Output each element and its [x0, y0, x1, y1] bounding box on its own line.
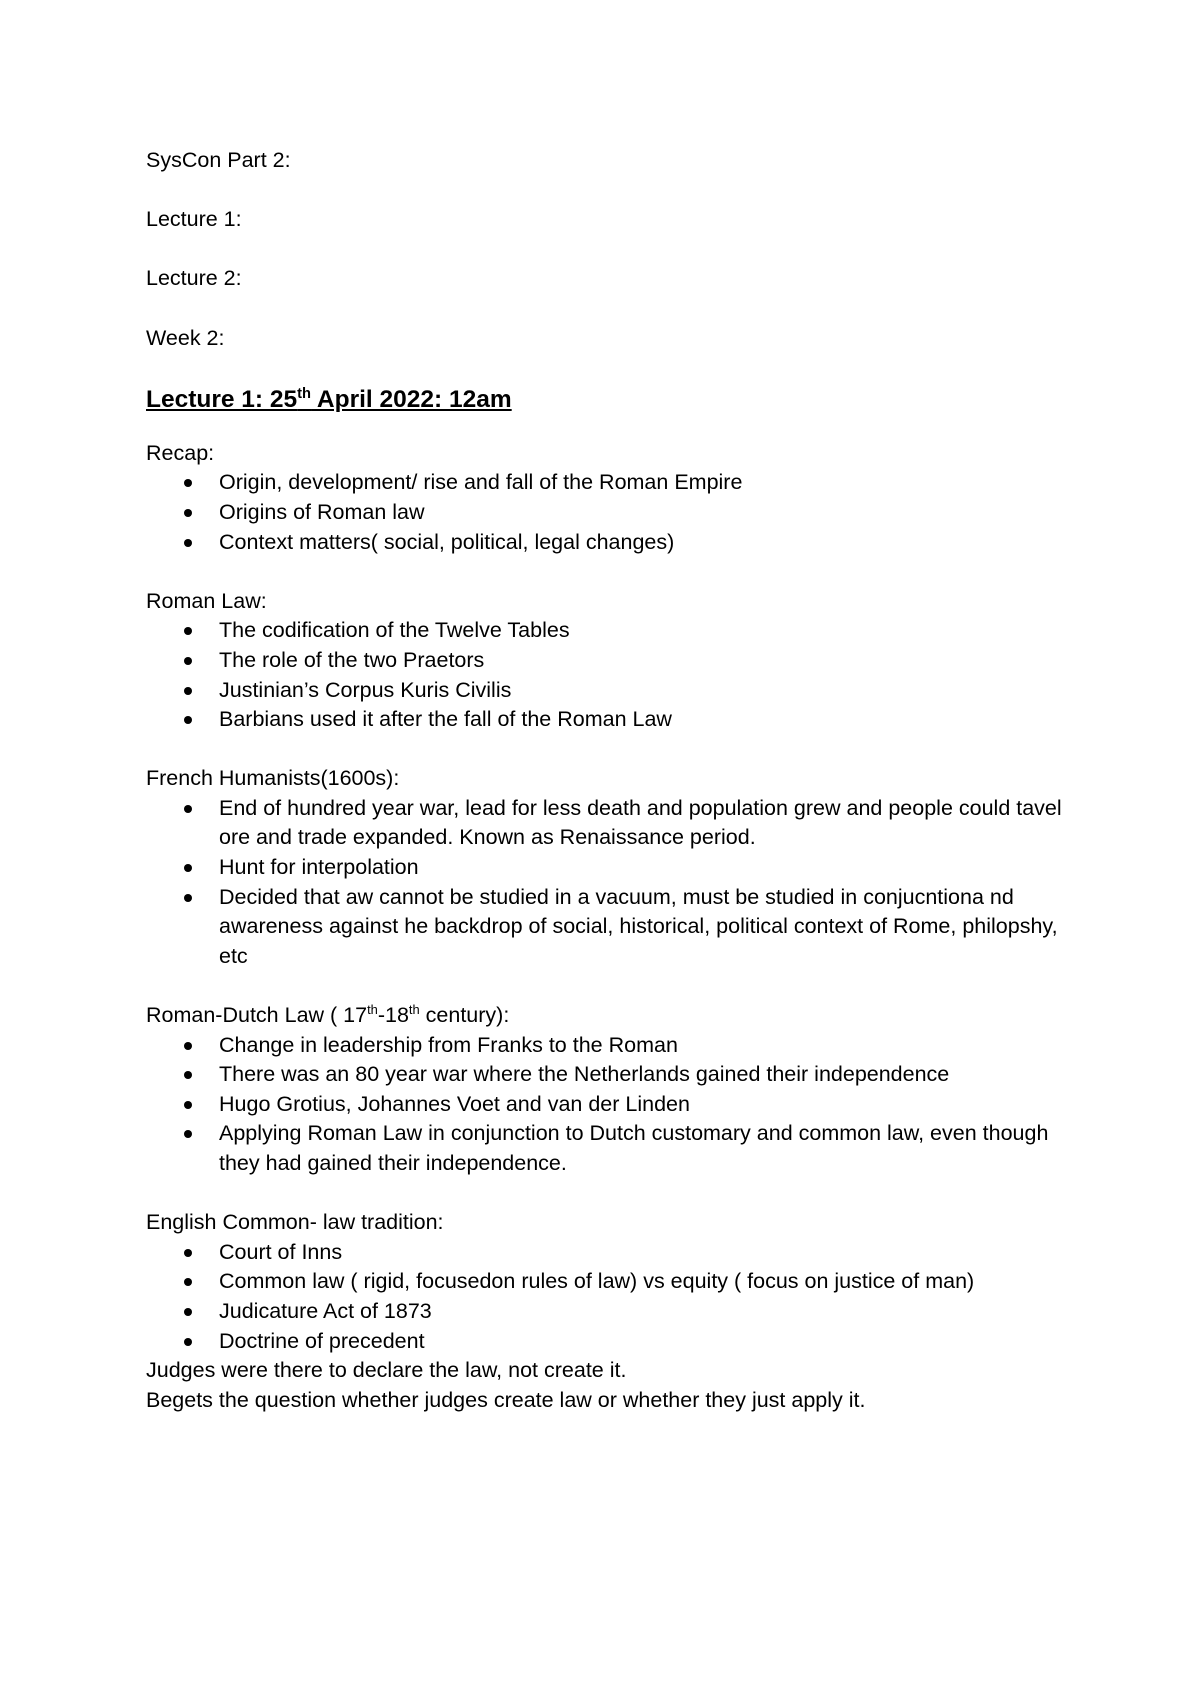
bullet-icon: [184, 1101, 192, 1109]
list-item-text: Applying Roman Law in conjunction to Dutch customary and common law, even though they had gained their independence.: [219, 1121, 1049, 1175]
list-item-text: The role of the two Praetors: [219, 647, 485, 672]
title-text-c: century):: [419, 1003, 510, 1028]
bullet-icon: [184, 1278, 192, 1286]
heading-text-b: April 2022: 12am: [311, 385, 512, 413]
bullet-icon: [184, 687, 192, 695]
list-item-text: Judicature Act of 1873: [219, 1298, 432, 1323]
heading-text-a: Lecture 1: 25: [146, 385, 298, 413]
list-item: [146, 1327, 1076, 1357]
list-item: [146, 498, 1076, 528]
list-item-text: Change in leadership from Franks to the Roman: [219, 1032, 678, 1057]
bullet-icon: [184, 894, 192, 902]
bullet-list: [146, 616, 1076, 734]
section-french-humanists: [146, 764, 1076, 971]
section-title: Recap:: [146, 440, 215, 465]
bullet-icon: [184, 1308, 192, 1316]
bullet-icon: [184, 864, 192, 872]
list-item: [146, 528, 1076, 558]
bullet-icon: [184, 1338, 192, 1346]
list-item-text: Origin, development/ rise and fall of the Roman Empire: [219, 470, 743, 495]
lecture-heading: [146, 383, 1076, 417]
list-item: [146, 1267, 1076, 1297]
bullet-list: [146, 468, 1076, 557]
bullet-icon: [184, 1249, 192, 1257]
section-roman-dutch-law: [146, 1001, 1076, 1179]
title-superscript-b: th: [408, 1001, 420, 1017]
list-item-text: Origins of Roman law: [219, 499, 425, 524]
section-title: Roman Law:: [146, 588, 267, 613]
title-text-b: -18: [377, 1003, 409, 1028]
list-item: [146, 853, 1076, 883]
document-body: [146, 146, 1076, 1445]
list-item-text: Decided that aw cannot be studied in a vacuum, must be studied in conjucntiona nd awareness against he backdrop of social, historical, political context of Rome, philopshy, etc: [219, 884, 1058, 968]
bullet-icon: [184, 509, 192, 517]
list-item: [146, 1031, 1076, 1061]
bullet-icon: [184, 1130, 192, 1138]
toc-line-lecture-1: Lecture 1:: [146, 207, 242, 232]
list-item-text: Barbians used it after the fall of the Roman Law: [219, 707, 672, 732]
section-title: French Humanists(1600s):: [146, 766, 400, 791]
section-title: English Common- law tradition:: [146, 1210, 444, 1235]
list-item-text: End of hundred year war, lead for less death and population grew and people could tavel ore and trade expanded. Known as Renaissance period.: [219, 795, 1062, 850]
list-item: [146, 616, 1076, 646]
paragraph-line: Begets the question whether judges create law or whether they just apply it.: [146, 1387, 866, 1412]
list-item: [146, 676, 1076, 706]
list-item: [146, 705, 1076, 735]
list-item-text: Court of Inns: [219, 1239, 343, 1264]
list-item: [146, 1238, 1076, 1268]
list-item: [146, 1297, 1076, 1327]
bullet-icon: [184, 539, 192, 547]
list-item-text: Doctrine of precedent: [219, 1328, 425, 1353]
bullet-icon: [184, 627, 192, 635]
title-text-a: Roman-Dutch Law ( 17: [146, 1003, 368, 1028]
list-item: [146, 1090, 1076, 1120]
bullet-icon: [184, 657, 192, 665]
list-item: [146, 1060, 1076, 1090]
list-item-text: Justinian’s Corpus Kuris Civilis: [219, 677, 512, 702]
bullet-icon: [184, 479, 192, 487]
bullet-icon: [184, 1071, 192, 1079]
list-item: [146, 883, 1076, 972]
list-item-text: Hunt for interpolation: [219, 855, 419, 880]
toc-line-week-2: Week 2:: [146, 325, 225, 350]
list-item: [146, 1119, 1076, 1178]
toc-line-lecture-2: Lecture 2:: [146, 266, 242, 291]
list-item-text: The codification of the Twelve Tables: [219, 618, 570, 643]
bullet-list: [146, 1031, 1076, 1179]
section-english-common-law: [146, 1208, 1076, 1415]
bullet-list: [146, 794, 1076, 972]
heading-superscript: th: [297, 385, 312, 402]
list-item: [146, 794, 1076, 853]
list-item: [146, 468, 1076, 498]
bullet-list: [146, 1238, 1076, 1356]
list-item: [146, 646, 1076, 676]
bullet-icon: [184, 805, 192, 813]
bullet-icon: [184, 716, 192, 724]
list-item-text: Context matters( social, political, legal changes): [219, 529, 675, 554]
title-superscript-a: th: [367, 1001, 378, 1017]
list-item-text: There was an 80 year war where the Netherlands gained their independence: [219, 1062, 950, 1087]
section-recap: [146, 439, 1076, 557]
list-item-text: Common law ( rigid, focusedon rules of law) vs equity ( focus on justice of man): [219, 1269, 975, 1294]
paragraph-line: Judges were there to declare the law, not create it.: [146, 1358, 627, 1383]
section-roman-law: [146, 587, 1076, 735]
bullet-icon: [184, 1042, 192, 1050]
list-item-text: Hugo Grotius, Johannes Voet and van der Linden: [219, 1091, 690, 1116]
toc-line-syscon: SysCon Part 2:: [146, 148, 291, 172]
section-title: [146, 1001, 1076, 1031]
